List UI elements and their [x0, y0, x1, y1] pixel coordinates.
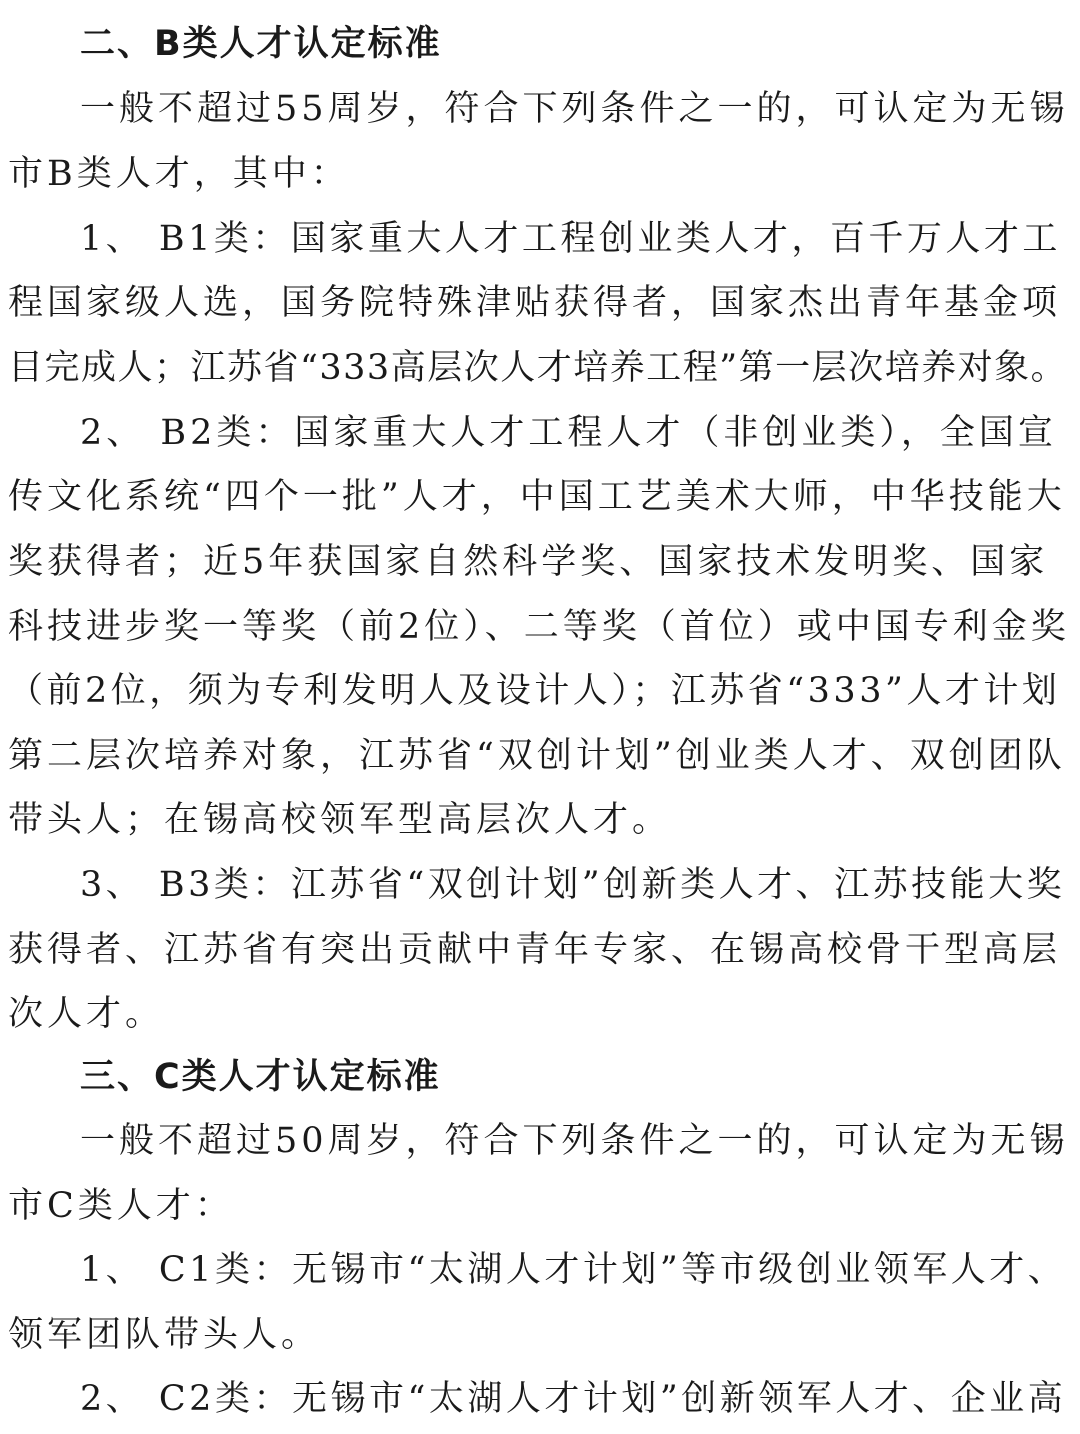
paragraph-line: 第二层次培养对象，江苏省“双创计划”创业类人才、双创团队: [8, 736, 1066, 776]
section-heading-c: 三、C类人才认定标准: [80, 1057, 441, 1097]
paragraph-line: 1、 B1类：国家重大人才工程创业类人才，百千万人才工: [80, 219, 1061, 259]
paragraph-line: 领军团队带头人。: [8, 1315, 321, 1355]
paragraph-line: 目完成人；江苏省“333高层次人才培养工程”第一层次培养对象。: [8, 348, 1068, 388]
section-heading-b: 二、B类人才认定标准: [80, 24, 442, 64]
paragraph-line: 奖获得者；近5年获国家自然科学奖、国家技术发明奖、国家: [8, 542, 1049, 582]
paragraph-line: 一般不超过55周岁，符合下列条件之一的，可认定为无锡: [80, 89, 1069, 129]
paragraph-line: 2、 B2类：国家重大人才工程人才（非创业类），全国宣: [80, 413, 1057, 453]
paragraph-line: 3、 B3类：江苏省“双创计划”创新类人才、江苏技能大奖: [80, 865, 1066, 905]
paragraph-line: 一般不超过50周岁，符合下列条件之一的，可认定为无锡: [80, 1121, 1069, 1161]
paragraph-line: 科技进步奖一等奖（前2位）、二等奖（首位）或中国专利金奖: [8, 607, 1070, 647]
paragraph-line: 1、 C1类：无锡市“太湖人才计划”等市级创业领军人才、: [80, 1250, 1067, 1290]
paragraph-line: 2、 C2类：无锡市“太湖人才计划”创新领军人才、企业高: [80, 1379, 1067, 1419]
paragraph-line: 市C类人才：: [8, 1186, 234, 1226]
paragraph-line: 次人才。: [8, 994, 165, 1034]
paragraph-line: 程国家级人选，国务院特殊津贴获得者，国家杰出青年基金项: [8, 283, 1062, 323]
paragraph-line: （前2位，须为专利发明人及设计人）；江苏省“333”人才计划: [8, 671, 1061, 711]
paragraph-line: 带头人；在锡高校领军型高层次人才。: [8, 800, 672, 840]
paragraph-line: 获得者、江苏省有突出贡献中青年专家、在锡高校骨干型高层: [8, 930, 1062, 970]
paragraph-line: 传文化系统“四个一批”人才，中国工艺美术大师，中华技能大: [8, 477, 1066, 517]
paragraph-line: 市B类人才，其中：: [8, 154, 350, 194]
